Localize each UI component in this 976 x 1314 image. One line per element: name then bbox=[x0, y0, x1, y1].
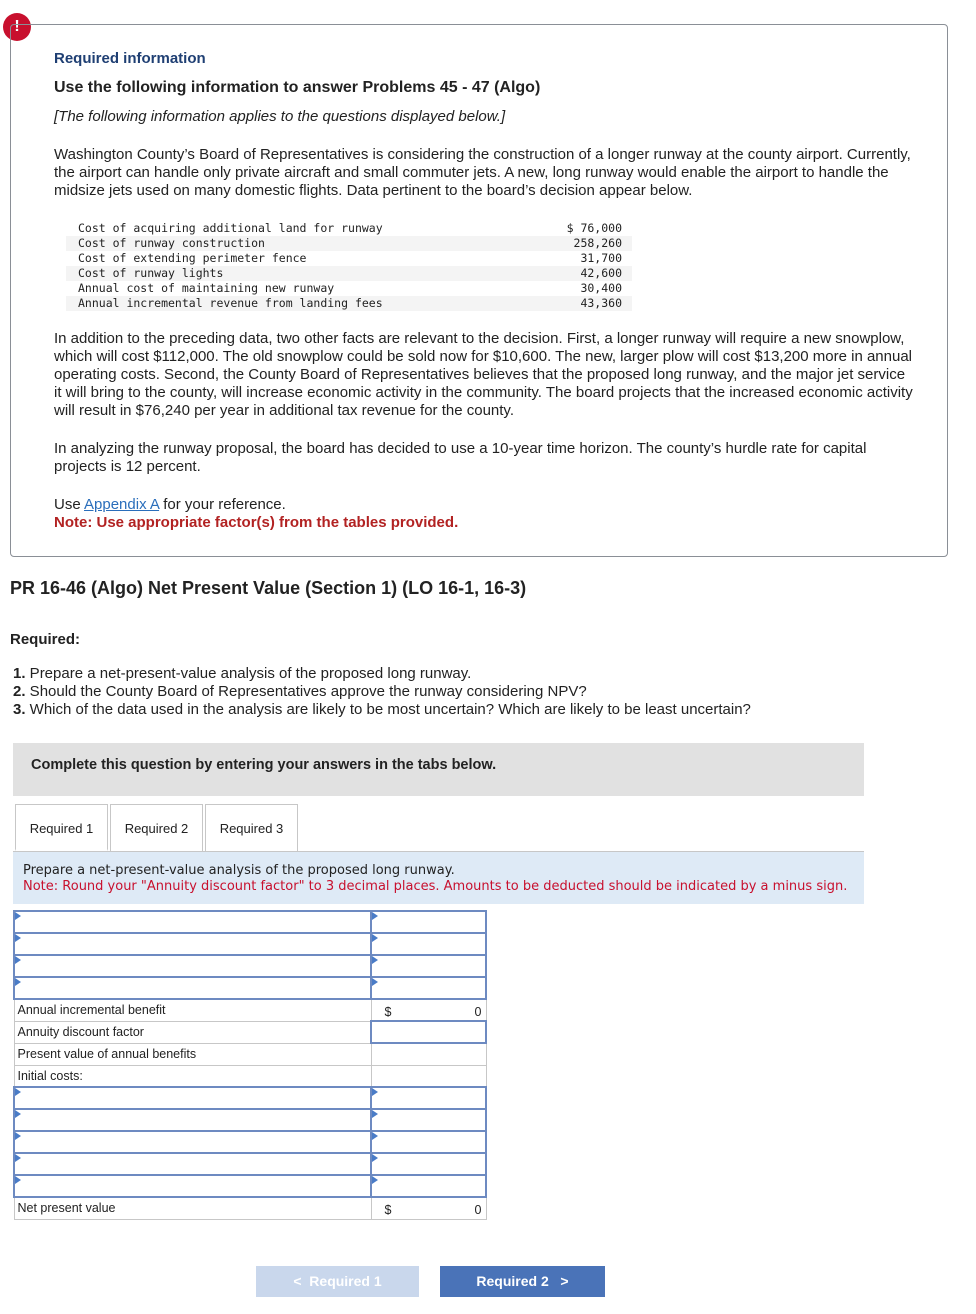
cost-label-select-1[interactable] bbox=[14, 1087, 371, 1109]
previous-required-button[interactable] bbox=[256, 1266, 419, 1297]
cost-amount-input-2[interactable] bbox=[371, 1109, 486, 1131]
benefit-label-select-1[interactable] bbox=[14, 911, 371, 933]
table-row bbox=[14, 1197, 486, 1219]
cost-label-select-3[interactable] bbox=[14, 1131, 371, 1153]
cost-amount-input-4[interactable] bbox=[371, 1153, 486, 1175]
data-row bbox=[66, 251, 632, 266]
cost-amount-input-5[interactable] bbox=[371, 1175, 486, 1197]
rounding-note: Note: Round your "Annuity discount factor" to 3 decimal places. Amounts to be deducted should be indicated by a minus sign. bbox=[23, 879, 848, 894]
required-information-box bbox=[10, 24, 948, 557]
chevron-left-icon: < bbox=[293, 1273, 310, 1289]
tab-required-1[interactable]: Required 1 bbox=[15, 804, 108, 851]
data-row bbox=[66, 296, 632, 311]
data-row bbox=[66, 266, 632, 281]
benefit-label-select-2[interactable] bbox=[14, 933, 371, 955]
required-item bbox=[13, 665, 751, 683]
initial-costs-label: Initial costs: bbox=[14, 1065, 371, 1087]
next-required-button[interactable] bbox=[440, 1266, 605, 1297]
table-row bbox=[14, 933, 486, 955]
data-value: 30,400 bbox=[580, 281, 622, 295]
complete-question-bar bbox=[13, 743, 864, 796]
annual-incremental-benefit-label: Annual incremental benefit bbox=[14, 999, 371, 1021]
required-list bbox=[13, 665, 751, 719]
benefit-amount-input-1[interactable] bbox=[371, 911, 486, 933]
appendix-reference bbox=[54, 496, 286, 513]
table-row bbox=[14, 1021, 486, 1043]
use-suffix: for your reference. bbox=[159, 496, 286, 513]
instruction-text: Prepare a net-present-value analysis of the proposed long runway. bbox=[23, 863, 455, 878]
use-following-heading: Use the following information to answer Problems 45 - 47 (Algo) bbox=[54, 79, 541, 96]
cost-label-select-5[interactable] bbox=[14, 1175, 371, 1197]
cost-data-table bbox=[66, 221, 632, 311]
time-horizon-paragraph: In analyzing the runway proposal, the board has decided to use a 10-year time horizon. The county’s hurdle rate for capital projects is 12 percent. bbox=[54, 440, 867, 475]
table-row bbox=[14, 999, 486, 1021]
benefit-amount-input-2[interactable] bbox=[371, 933, 486, 955]
npv-total: 0 bbox=[474, 1203, 482, 1217]
instructions-panel bbox=[13, 852, 864, 904]
appendix-a-link[interactable]: Appendix A bbox=[84, 496, 160, 513]
alert-icon: ! bbox=[3, 13, 31, 41]
intro-paragraph: Washington County’s Board of Representatives is considering the construction of a longer runway at the county airport. Currently, the airport can handle only private aircraft and small commuter jets. A new, long runway would enable the airport to handle the midsize jets used on many domestic flights. Data pertinent to the board’s decision appear below. bbox=[54, 146, 911, 199]
data-value: $ 76,000 bbox=[566, 221, 622, 235]
annuity-discount-factor-label: Annuity discount factor bbox=[14, 1021, 371, 1043]
pv-annual-benefits-label: Present value of annual benefits bbox=[14, 1043, 371, 1065]
tab-required-2[interactable]: Required 2 bbox=[110, 804, 203, 851]
npv-analysis-table bbox=[13, 910, 487, 1220]
additional-facts-paragraph: In addition to the preceding data, two other facts are relevant to the decision. First, a longer runway will require a new snowplow, which will cost $112,000. The old snowplow could be sold now for $10,600. The new, larger plow will cost $13,200 more in annual operating costs. Second, the County Board of Representatives believes that the proposed long runway, and the major jet service it will bring to the county, will increase economic activity in the community. The board projects that the increased economic activity will result in $76,240 per year in additional tax revenue for the county. bbox=[54, 330, 913, 419]
data-label: Cost of extending perimeter fence bbox=[78, 251, 307, 265]
problem-title: PR 16-46 (Algo) Net Present Value (Section 1) (LO 16-1, 16-3) bbox=[10, 578, 527, 598]
data-value: 31,700 bbox=[580, 251, 622, 265]
annuity-discount-factor-input[interactable] bbox=[371, 1021, 486, 1043]
required-information-heading: Required information bbox=[54, 50, 206, 67]
table-row bbox=[14, 1131, 486, 1153]
table-row bbox=[14, 955, 486, 977]
cost-amount-input-1[interactable] bbox=[371, 1087, 486, 1109]
data-value: 43,360 bbox=[550, 296, 632, 311]
currency-symbol: $ bbox=[384, 1005, 392, 1019]
required-item bbox=[13, 701, 751, 719]
net-present-value-value bbox=[371, 1197, 486, 1219]
cost-label-select-2[interactable] bbox=[14, 1109, 371, 1131]
next-label: Required 2 bbox=[476, 1273, 549, 1289]
item-text: Should the County Board of Representatives approve the runway considering NPV? bbox=[25, 683, 587, 700]
currency-symbol: $ bbox=[384, 1203, 392, 1217]
item-number: 2. bbox=[13, 683, 26, 700]
chevron-right-icon: > bbox=[548, 1273, 569, 1289]
item-number: 1. bbox=[13, 665, 26, 682]
tab-required-3[interactable]: Required 3 bbox=[205, 804, 298, 851]
data-label: Annual cost of maintaining new runway bbox=[78, 281, 335, 295]
data-value: 258,260 bbox=[550, 236, 632, 251]
factor-note: Note: Use appropriate factor(s) from the tables provided. bbox=[54, 514, 459, 531]
data-value: 42,600 bbox=[550, 266, 632, 281]
required-heading: Required: bbox=[10, 631, 81, 648]
data-label: Cost of runway lights bbox=[66, 266, 550, 281]
table-row bbox=[14, 1109, 486, 1131]
table-row bbox=[14, 1153, 486, 1175]
previous-label: Required 1 bbox=[309, 1273, 382, 1289]
benefit-amount-input-3[interactable] bbox=[371, 955, 486, 977]
benefit-label-select-4[interactable] bbox=[14, 977, 371, 999]
item-number: 3. bbox=[13, 701, 26, 718]
table-row bbox=[14, 1065, 486, 1087]
benefit-total: 0 bbox=[474, 1005, 482, 1019]
data-label: Cost of acquiring additional land for runway bbox=[78, 221, 383, 235]
item-text: Prepare a net-present-value analysis of the proposed long runway. bbox=[25, 665, 472, 682]
benefit-label-select-3[interactable] bbox=[14, 955, 371, 977]
table-row bbox=[14, 1175, 486, 1197]
data-row bbox=[66, 281, 632, 296]
data-label: Annual incremental revenue from landing fees bbox=[66, 296, 550, 311]
cost-amount-input-3[interactable] bbox=[371, 1131, 486, 1153]
data-row bbox=[66, 221, 632, 236]
applies-note: [The following information applies to the questions displayed below.] bbox=[54, 108, 506, 125]
pv-annual-benefits-value bbox=[371, 1043, 486, 1065]
initial-costs-value bbox=[371, 1065, 486, 1087]
data-row bbox=[66, 236, 632, 251]
annual-incremental-benefit-value bbox=[371, 999, 486, 1021]
table-row bbox=[14, 1087, 486, 1109]
table-row bbox=[14, 977, 486, 999]
item-text: Which of the data used in the analysis are likely to be most uncertain? Which are likely to be least uncertain? bbox=[25, 701, 751, 718]
use-prefix: Use bbox=[54, 496, 85, 513]
table-row bbox=[14, 911, 486, 933]
complete-question-text: Complete this question by entering your answers in the tabs below. bbox=[31, 757, 497, 773]
cost-label-select-4[interactable] bbox=[14, 1153, 371, 1175]
required-item bbox=[13, 683, 751, 701]
data-label: Cost of runway construction bbox=[66, 236, 550, 251]
benefit-amount-input-4[interactable] bbox=[371, 977, 486, 999]
table-row bbox=[14, 1043, 486, 1065]
net-present-value-label: Net present value bbox=[14, 1197, 371, 1219]
